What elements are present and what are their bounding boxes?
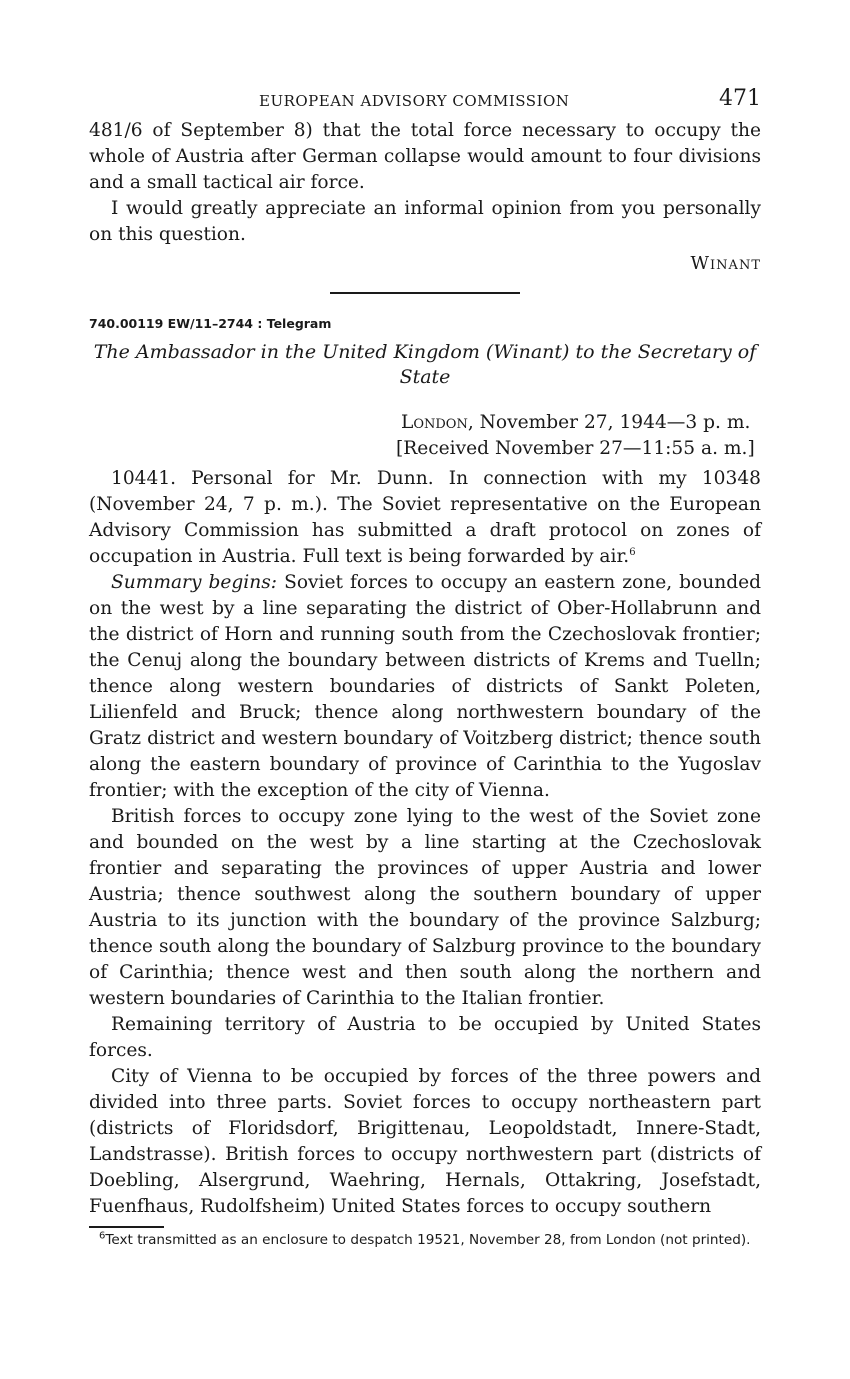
dateline-date: , November 27, 1944—3 p. m.: [467, 412, 751, 433]
footnote: [89, 1232, 761, 1249]
received-line: [Received November 27—11:55 a. m.]: [396, 438, 755, 459]
summary-begins-label: Summary begins:: [111, 572, 278, 593]
footnote-text: Text transmitted as an enclosure to despatch 19521, November 28, from London (not printed).: [105, 1232, 751, 1248]
paragraph-5: City of Vienna to be occupied by forces of the three powers and divided into three parts. Soviet forces to occupy northeastern part (districts of Floridsdorf, Brigittenau, Leopoldstadt, Innere-Stadt, Landstrasse). British forces to occupy northwestern part (districts of Doebling, Alsergrund, Waehring, Hernals, Ottakring, Josefstadt, Fuenfhaus, Rudolfsheim) United States forces to occupy southern: [89, 1066, 761, 1217]
closing-paragraph: I would greatly appreciate an informal opinion from you personally on this question.: [89, 198, 761, 245]
continued-paragraph: 481/6 of September 8) that the total force necessary to occupy the whole of Austria after German collapse would amount to four divisions and a small tactical air force.: [89, 120, 761, 193]
document-page: [89, 86, 761, 1249]
paragraph-3: British forces to occupy zone lying to the west of the Soviet zone and bounded on the west by a line starting at the Czechoslovak frontier and separating the provinces of upper Austria and lower Austria; thence southwest along the southern boundary of upper Austria to its junction with the boundary of the province Salzburg; thence south along the boundary of Salzburg province to the boundary of Carinthia; thence west and then south along the northern and western boundaries of Carinthia to the Italian frontier.: [89, 806, 761, 1009]
paragraph-1-text: 10441. Personal for Mr. Dunn. In connection with my 10348 (November 24, 7 p. m.). The Soviet representative on the European Advisory Commission has submitted a draft protocol on zones of occupation in Austria. Full text is being forwarded by air.: [89, 468, 761, 567]
footnote-reference: 6: [629, 546, 636, 558]
paragraph-2: [89, 570, 761, 804]
paragraph-2-text: Soviet forces to occupy an eastern zone, bounded on the west by a line separating the district of Ober-Hollabrunn and the district of Horn and running south from the Czechoslovak frontier; the Cenuj along the boundary between districts of Krems and Tuelln; thence along western boundaries of districts of Sankt Poleten, Lilienfeld and Bruck; thence along northwestern boundary of the Gratz district and western boundary of Voitzberg district; thence south along the eastern boundary of province of Carinthia to the Yugoslav frontier; with the exception of the city of Vienna.: [89, 572, 762, 801]
footnote-mark: 6: [99, 1230, 106, 1242]
paragraph-4: Remaining territory of Austria to be occupied by United States forces.: [89, 1014, 761, 1061]
footnote-divider: [89, 1226, 164, 1228]
section-divider: [330, 292, 520, 294]
dateline-place: London: [401, 412, 468, 433]
document-title: The Ambassador in the United Kingdom (Winant) to the Secretary of State: [93, 341, 757, 388]
running-head: [89, 86, 761, 118]
dateline: [401, 410, 761, 436]
file-reference: 740.00119 EW/11–2744 : Telegram: [89, 316, 332, 331]
page-number: 471: [719, 86, 761, 111]
paragraph-1: [89, 466, 761, 570]
running-title: EUROPEAN ADVISORY COMMISSION: [259, 92, 570, 110]
signature: Winant: [690, 253, 761, 274]
